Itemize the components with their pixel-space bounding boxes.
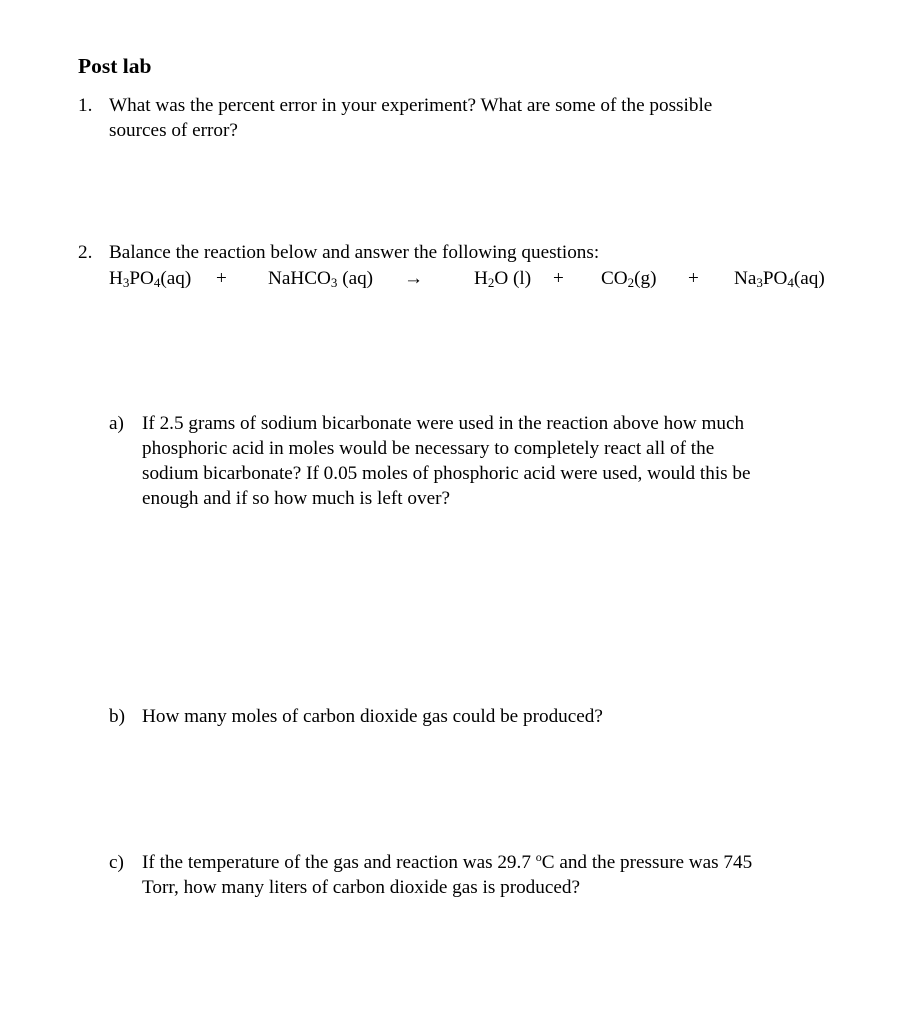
degree-symbol: o — [535, 850, 542, 864]
reactant-sodium-bicarbonate: NaHCO$_3$ (aq) — [268, 268, 374, 290]
page-title: Post lab — [78, 54, 152, 78]
plus-sign: + — [688, 268, 699, 289]
subquestion-a-line-1: If 2.5 grams of sodium bicarbonate were used in the reaction above how much — [142, 413, 745, 434]
subquestion-a-label: a) — [109, 413, 124, 434]
question-1-line-1: What was the percent error in your experiment? What are some of the possible — [109, 95, 713, 116]
subquestion-c-label: c) — [109, 852, 124, 873]
chemical-equation — [0, 267, 922, 293]
subquestion-b-text: How many moles of carbon dioxide gas could be produced? — [142, 706, 603, 727]
question-2-number: 2. — [78, 242, 93, 263]
plus-sign: + — [216, 268, 227, 289]
subquestion-a-line-3: sodium bicarbonate? If 0.05 moles of phosphoric acid were used, would this be — [142, 463, 751, 484]
question-2-text: Balance the reaction below and answer the following questions: — [109, 242, 600, 263]
subquestion-c-line-1: If the temperature of the gas and reaction was 29.7 $^o$C and the pressure was 745 — [142, 850, 753, 873]
subquestion-b-label: b) — [109, 706, 125, 727]
reactant-phosphoric-acid: $H_3PO_4(aq)$ — [109, 268, 192, 290]
subquestion-a-line-2: phosphoric acid in moles would be necessary to completely react all of the — [142, 438, 715, 459]
product-sodium-phosphate: $Na_3PO_4(aq)$ — [734, 268, 825, 290]
plus-sign: + — [553, 268, 564, 289]
reaction-arrow-icon: → — [404, 268, 424, 289]
subquestion-a-line-4: enough and if so how much is left over? — [142, 488, 450, 509]
product-carbon-dioxide: $CO_2(g)$ — [601, 268, 657, 290]
question-1-number: 1. — [78, 95, 93, 116]
subquestion-c-line-2: Torr, how many liters of carbon dioxide gas is produced? — [142, 877, 581, 898]
product-water: $H_2O$ (l) — [474, 268, 532, 290]
question-1-line-2: sources of error? — [109, 120, 238, 141]
